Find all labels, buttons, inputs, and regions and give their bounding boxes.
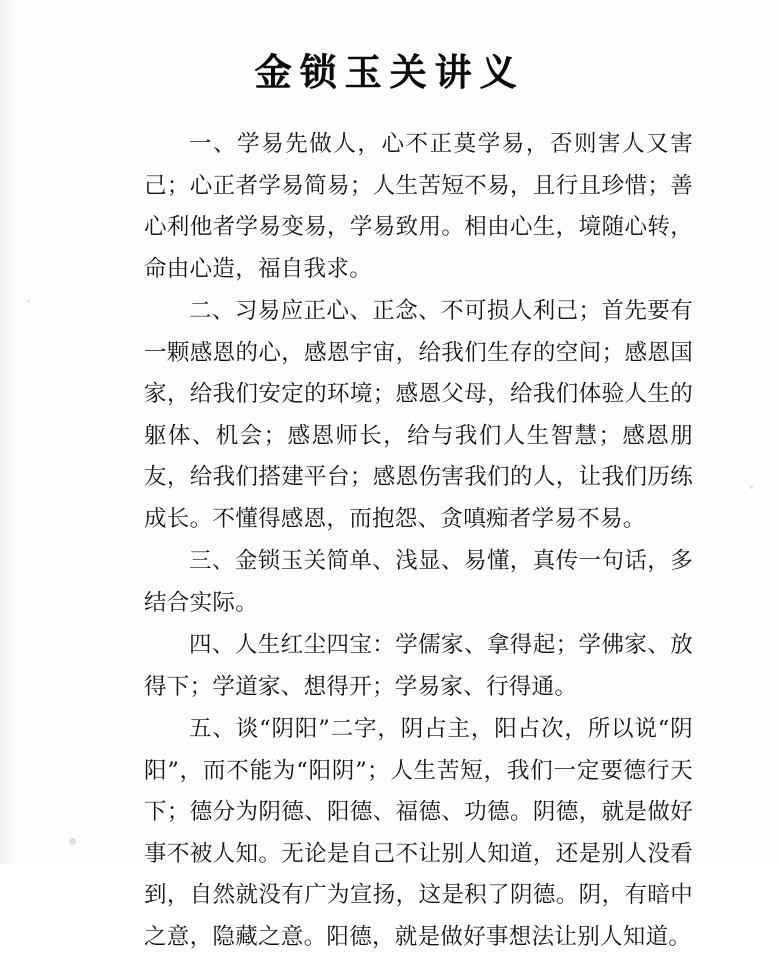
page-title: 金锁玉关讲义 — [254, 50, 525, 94]
scan-speck — [750, 486, 753, 489]
document-body — [0, 102, 779, 958]
paragraph-3: 三、金锁玉关简单、浅显、易懂，真传一句话，多结合实际。 — [144, 548, 693, 616]
paragraph-2: 二、习易应正心、正念、不可损人利己；首先要有一颗感恩的心，感恩宇宙，给我们生存的空间；感恩国家，给我们安定的环境；感恩父母，给我们体验人生的躯体、机会；感恩师长，给与我们人生智慧；感恩朋友，给我们搭建平台；感恩伤害我们的人，让我们历练成长。不懂得感恩，而抱怨、贪嗔痴者学易不易。 — [144, 298, 693, 532]
paragraph-5: 五、谈“阴阳”二字，阴占主，阳占次，所以说“阴阳”，而不能为“阳阴”；人生苦短，我们一定要德行天下；德分为阴德、阳德、福德、功德。阴德，就是做好事不被人知。无论是自己不让别人知道，还是别人没看到，自然就没有广为宣扬，这是积了阴德。阴，有暗中之意，隐藏之意。阳德，就是做好事想法让别人知道。 — [144, 716, 693, 950]
paragraph-1: 一、学易先做人，心不正莫学易，否则害人又害己；心正者学易简易；人生苦短不易，且行且珍惜；善心利他者学易变易，学易致用。相由心生，境随心转，命由心造，福自我求。 — [144, 131, 693, 282]
paragraph-4: 四、人生红尘四宝：学儒家、拿得起；学佛家、放得下；学道家、想得开；学易家、行得通。 — [144, 632, 693, 700]
scan-speck — [27, 300, 30, 303]
scan-speck — [69, 838, 76, 845]
